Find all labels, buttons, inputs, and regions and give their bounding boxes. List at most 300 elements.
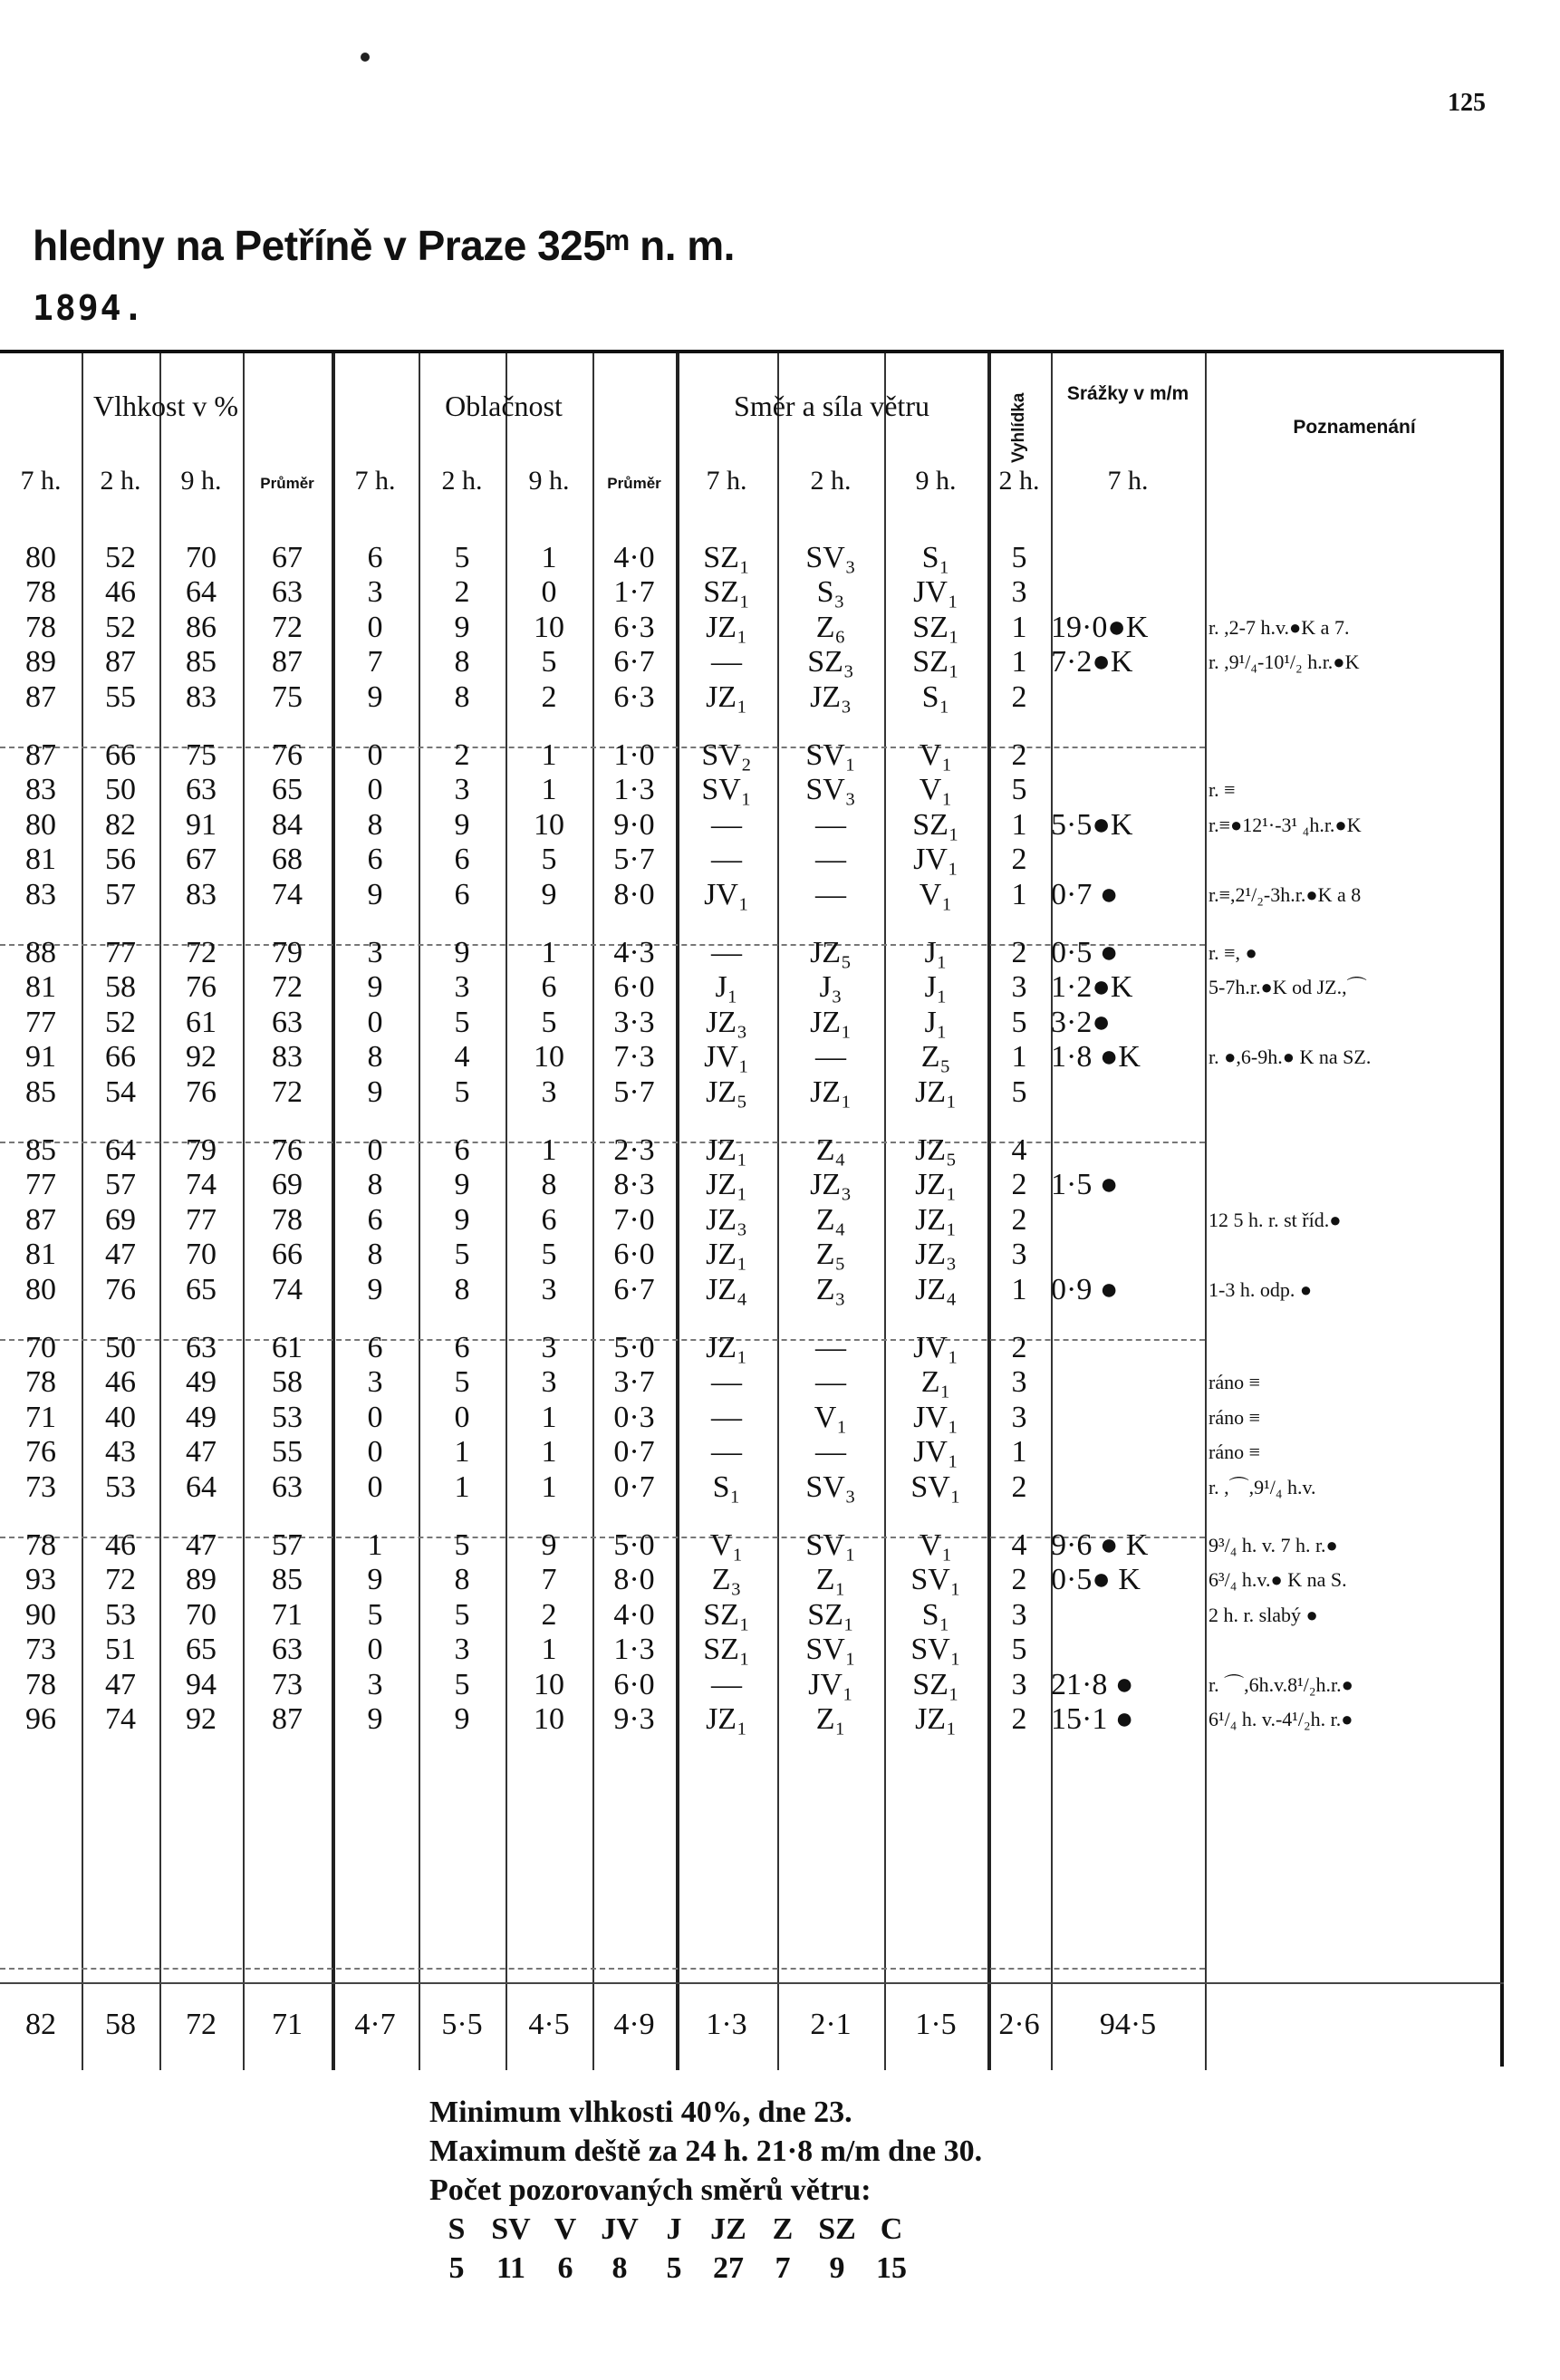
cell-cp: 4·3 (613, 936, 655, 969)
cell-c7: 6 (367, 843, 383, 877)
wind-direction-label: SZ (818, 2212, 856, 2246)
cell-c7: 9 (367, 1702, 383, 1736)
cell-n: 6³/₄ h.v.● K na S. (1209, 1568, 1347, 1592)
subheader-humidity-9h: 9 h. (180, 466, 222, 496)
cell-h2: 82 (105, 807, 136, 842)
subheader-cloud-9h: 9 h. (528, 466, 570, 496)
cell-w7: JZ₁ (706, 1331, 747, 1364)
cell-w2: — (815, 807, 846, 842)
table-row (0, 1632, 1504, 1668)
cell-w9: SV₁ (910, 1469, 961, 1504)
cell-h7: 80 (25, 807, 56, 842)
cell-v: 4 (1011, 1528, 1027, 1562)
cell-h7: 77 (25, 1005, 56, 1039)
cell-hp: 74 (272, 1272, 303, 1306)
cell-c7: 8 (367, 1168, 383, 1202)
cell-w9: J₁ (924, 936, 948, 969)
cell-c2: 5 (454, 541, 470, 574)
cell-cp: 4·0 (613, 541, 655, 574)
cell-w9: JZ₁ (915, 1074, 957, 1109)
cell-p: 3·2● (1051, 1005, 1111, 1039)
cell-c9: 1 (541, 1633, 557, 1667)
cell-v: 3 (1011, 1597, 1027, 1632)
summary-v: 2·6 (998, 2008, 1040, 2041)
cell-c2: 9 (454, 1202, 470, 1237)
cell-w7: V₁ (709, 1528, 744, 1562)
cell-h7: 85 (25, 1074, 56, 1109)
cell-v: 1 (1011, 645, 1027, 679)
cell-hp: 83 (272, 1040, 303, 1074)
summary-h9: 72 (186, 2008, 217, 2041)
table-row (0, 1667, 1504, 1703)
cell-w9: JZ₁ (915, 1702, 957, 1736)
cell-h7: 85 (25, 1133, 56, 1167)
cell-cp: 0·7 (613, 1469, 655, 1504)
cell-w7: JV₁ (704, 877, 749, 911)
cell-h7: 91 (25, 1040, 56, 1074)
cell-c2: 3 (454, 970, 470, 1005)
cell-c9: 2 (541, 1597, 557, 1632)
table-row (0, 1400, 1504, 1436)
cell-c7: 0 (367, 1005, 383, 1039)
cell-hp: 63 (272, 575, 303, 610)
cell-v: 3 (1011, 1238, 1027, 1272)
subheader-wind-2h: 2 h. (810, 466, 852, 496)
cell-cp: 2·3 (613, 1133, 655, 1167)
cell-w9: JZ₄ (915, 1272, 957, 1306)
cell-v: 1 (1011, 877, 1027, 911)
cell-v: 2 (1011, 1331, 1027, 1364)
table-row (0, 1469, 1504, 1506)
cell-w2: S₃ (816, 575, 845, 610)
cell-h9: 65 (186, 1272, 217, 1306)
cell-w2: — (815, 877, 846, 911)
cell-c2: 8 (454, 1272, 470, 1306)
cell-h7: 87 (25, 679, 56, 714)
cell-hp: 78 (272, 1202, 303, 1237)
cell-h9: 49 (186, 1365, 217, 1400)
cell-w2: JZ₃ (810, 679, 852, 714)
cell-h2: 47 (105, 1238, 136, 1272)
subheader-cloud-2h: 2 h. (441, 466, 483, 496)
cell-c2: 8 (454, 679, 470, 714)
cell-hp: 87 (272, 1702, 303, 1736)
cell-h7: 89 (25, 645, 56, 679)
cell-c9: 5 (541, 645, 557, 679)
cell-hp: 74 (272, 877, 303, 911)
cell-v: 2 (1011, 1702, 1027, 1736)
cell-h7: 78 (25, 1528, 56, 1562)
cell-cp: 6·3 (613, 610, 655, 644)
cell-h2: 56 (105, 843, 136, 877)
cell-c2: 6 (454, 877, 470, 911)
cell-h7: 77 (25, 1168, 56, 1202)
cell-cp: 3·3 (613, 1005, 655, 1039)
cell-cp: 3·7 (613, 1365, 655, 1400)
cell-w2: V₁ (814, 1400, 848, 1434)
cell-h7: 83 (25, 877, 56, 911)
cell-c9: 1 (541, 936, 557, 969)
cell-h9: 89 (186, 1563, 217, 1597)
cell-c9: 10 (534, 1702, 564, 1736)
cell-w9: JZ₁ (915, 1168, 957, 1202)
cell-c2: 5 (454, 1074, 470, 1109)
cell-p: 0·5 ● (1051, 936, 1119, 969)
wind-direction-label: JZ (710, 2212, 746, 2246)
cell-p: 5·5●K (1051, 807, 1133, 842)
cell-w9: J₁ (924, 1005, 948, 1039)
cell-hp: 65 (272, 773, 303, 807)
wind-counts (429, 2249, 982, 2288)
subheader-wind-7h: 7 h. (706, 466, 747, 496)
cell-h2: 77 (105, 936, 136, 969)
cell-w2: SV₃ (805, 773, 856, 807)
table-row (0, 1167, 1504, 1203)
cell-h9: 76 (186, 970, 217, 1005)
cell-w2: — (815, 1331, 846, 1364)
cell-w9: S₁ (921, 679, 950, 714)
cell-h2: 58 (105, 970, 136, 1005)
cell-w7: JZ₃ (706, 1202, 747, 1237)
summary-w7: 1·3 (706, 2008, 747, 2041)
cell-h2: 74 (105, 1702, 136, 1736)
cell-hp: 79 (272, 936, 303, 969)
cell-w7: JZ₄ (706, 1272, 747, 1306)
cell-p: 1·8 ●K (1051, 1040, 1141, 1074)
cell-c7: 9 (367, 1563, 383, 1597)
cell-w9: J₁ (924, 970, 948, 1005)
cell-w2: SV₁ (805, 1528, 856, 1562)
cell-w2: SV₃ (805, 1469, 856, 1504)
cell-c7: 0 (367, 1633, 383, 1667)
cell-n: 6¹/₄ h. v.-4¹/₂h. r.● (1209, 1708, 1353, 1730)
cell-h9: 63 (186, 1331, 217, 1364)
footer-wind-count-label: Počet pozorovaných směrů větru: (429, 2173, 871, 2207)
header-wind: Směr a síla větru (734, 390, 929, 422)
cell-c9: 6 (541, 1202, 557, 1237)
cell-n: r.≡,2¹/₂-3h.r.●K a 8 (1209, 882, 1362, 906)
cell-c7: 1 (367, 1528, 383, 1562)
cell-w2: — (815, 1365, 846, 1400)
summary-h7: 82 (25, 2008, 56, 2041)
table-row (0, 877, 1504, 913)
cell-h2: 43 (105, 1435, 136, 1469)
cell-h7: 71 (25, 1400, 56, 1434)
cell-cp: 5·0 (613, 1331, 655, 1364)
cell-h7: 81 (25, 970, 56, 1005)
cell-p: 1·2●K (1051, 970, 1133, 1005)
cell-v: 5 (1011, 541, 1027, 574)
cell-c7: 0 (367, 738, 383, 772)
cell-c9: 0 (541, 575, 557, 610)
cell-c7: 7 (367, 645, 383, 679)
table-row (0, 540, 1504, 576)
pentad-separator (0, 1968, 1205, 1970)
cell-h2: 46 (105, 575, 136, 610)
cell-c9: 10 (534, 610, 564, 644)
cell-n: r. ≡ (1209, 778, 1236, 802)
wind-directions (429, 2210, 982, 2249)
cell-w7: JZ₃ (706, 1005, 747, 1039)
summary-c2: 5·5 (441, 2008, 483, 2041)
table-row (0, 969, 1504, 1006)
cell-w7: JZ₁ (706, 610, 747, 644)
cell-c7: 6 (367, 541, 383, 574)
cell-c2: 5 (454, 1238, 470, 1272)
cell-w7: — (711, 936, 742, 969)
cell-w2: SZ₃ (807, 645, 854, 679)
table-row (0, 1005, 1504, 1041)
cell-w2: SV₁ (805, 738, 856, 772)
cell-hp: 66 (272, 1238, 303, 1272)
cell-h9: 61 (186, 1005, 217, 1039)
table-row (0, 574, 1504, 611)
cell-w7: SZ₁ (703, 1633, 750, 1667)
summary-separator (0, 1982, 1504, 1985)
cell-w7: SV₂ (701, 738, 752, 772)
cell-hp: 57 (272, 1528, 303, 1562)
cell-h7: 83 (25, 773, 56, 807)
cell-hp: 68 (272, 843, 303, 877)
cell-v: 2 (1011, 1168, 1027, 1202)
cell-c9: 1 (541, 1133, 557, 1167)
cell-hp: 61 (272, 1331, 303, 1364)
cell-c2: 6 (454, 843, 470, 877)
cell-hp: 85 (272, 1563, 303, 1597)
cell-c9: 5 (541, 1238, 557, 1272)
cell-h7: 78 (25, 610, 56, 644)
cell-n: 2 h. r. slabý ● (1209, 1603, 1318, 1626)
wind-direction-label: JV (601, 2212, 639, 2246)
cell-w9: JV₁ (913, 575, 958, 610)
cell-w9: V₁ (919, 773, 953, 807)
cell-c2: 9 (454, 610, 470, 644)
cell-w2: Z₆ (815, 610, 846, 644)
cell-h9: 63 (186, 773, 217, 807)
page-title: hledny na Petříně v Praze 325ᵐ n. m. (33, 222, 735, 269)
cell-hp: 63 (272, 1005, 303, 1039)
table-row (0, 679, 1504, 716)
cell-v: 1 (1011, 1040, 1027, 1074)
cell-cp: 8·0 (613, 877, 655, 911)
cell-v: 3 (1011, 1365, 1027, 1400)
cell-cp: 5·7 (613, 1074, 655, 1109)
cell-cp: 8·0 (613, 1563, 655, 1597)
cell-h7: 96 (25, 1702, 56, 1736)
table-row (0, 1039, 1504, 1075)
cell-cp: 6·0 (613, 1238, 655, 1272)
cell-hp: 63 (272, 1469, 303, 1504)
subheader-precip-7h: 7 h. (1107, 466, 1149, 496)
cell-c9: 1 (541, 1469, 557, 1504)
cell-h2: 52 (105, 610, 136, 644)
cell-v: 2 (1011, 843, 1027, 877)
cell-c9: 5 (541, 843, 557, 877)
summary-c9: 4·5 (528, 2008, 570, 2041)
cell-c9: 10 (534, 1667, 564, 1701)
cell-c2: 8 (454, 1563, 470, 1597)
cell-w2: — (815, 843, 846, 877)
cell-h2: 66 (105, 1040, 136, 1074)
cell-v: 2 (1011, 738, 1027, 772)
cell-v: 4 (1011, 1133, 1027, 1167)
cell-w9: V₁ (919, 738, 953, 772)
cell-c7: 3 (367, 936, 383, 969)
cell-c9: 10 (534, 1040, 564, 1074)
cell-h2: 76 (105, 1272, 136, 1306)
cell-w7: — (711, 645, 742, 679)
cell-n: r. ●,6-9h.● K na SZ. (1209, 1045, 1372, 1069)
cell-c7: 6 (367, 1202, 383, 1237)
cell-h2: 53 (105, 1469, 136, 1504)
cell-w9: JV₁ (913, 843, 958, 877)
cell-hp: 55 (272, 1435, 303, 1469)
cell-cp: 1·3 (613, 773, 655, 807)
wind-direction-label: V (554, 2212, 577, 2246)
cell-hp: 69 (272, 1168, 303, 1202)
cell-p: 21·8 ● (1051, 1667, 1134, 1701)
cell-cp: 4·0 (613, 1597, 655, 1632)
cell-w7: JZ₁ (706, 1133, 747, 1167)
cell-h2: 52 (105, 1005, 136, 1039)
cell-c9: 1 (541, 773, 557, 807)
cell-c2: 9 (454, 807, 470, 842)
wind-direction-label: S (448, 2212, 466, 2246)
cell-c2: 6 (454, 1133, 470, 1167)
cell-p: 0·5● K (1051, 1563, 1141, 1597)
cell-c2: 1 (454, 1435, 470, 1469)
wind-direction-label: SV (491, 2212, 531, 2246)
cell-c2: 9 (454, 1702, 470, 1736)
cell-w2: Z₄ (815, 1202, 846, 1237)
cell-w9: JZ₁ (915, 1202, 957, 1237)
ink-dot (361, 53, 370, 62)
cell-h9: 47 (186, 1528, 217, 1562)
cell-w2: JV₁ (808, 1667, 853, 1701)
cell-c9: 8 (541, 1168, 557, 1202)
cell-h9: 64 (186, 1469, 217, 1504)
cell-w7: SZ₁ (703, 1597, 750, 1632)
cell-c2: 8 (454, 645, 470, 679)
wind-direction-label: Z (772, 2212, 794, 2246)
cell-w7: JZ₁ (706, 679, 747, 714)
cell-w9: V₁ (919, 1528, 953, 1562)
cell-cp: 0·7 (613, 1435, 655, 1469)
cell-h2: 53 (105, 1597, 136, 1632)
cell-c7: 9 (367, 877, 383, 911)
cell-c9: 3 (541, 1365, 557, 1400)
header-humidity: Vlhkost v % (93, 390, 238, 422)
cell-w2: SV₁ (805, 1633, 856, 1667)
cell-c9: 1 (541, 541, 557, 574)
table-row (0, 1701, 1504, 1738)
cell-c7: 0 (367, 773, 383, 807)
cell-c2: 4 (454, 1040, 470, 1074)
cell-w7: JZ₁ (706, 1702, 747, 1736)
cell-cp: 1·0 (613, 738, 655, 772)
cell-w2: SZ₁ (807, 1597, 854, 1632)
subheader-humidity-mean: Průměr (260, 475, 314, 492)
table-row (0, 772, 1504, 808)
cell-p: 19·0●K (1051, 610, 1149, 644)
cell-p: 15·1 ● (1051, 1702, 1134, 1736)
subheader-cloud-mean: Průměr (607, 475, 661, 492)
cell-c7: 9 (367, 679, 383, 714)
cell-h7: 70 (25, 1331, 56, 1364)
cell-h9: 77 (186, 1202, 217, 1237)
cell-h2: 72 (105, 1563, 136, 1597)
cell-w2: — (815, 1435, 846, 1469)
cell-c2: 9 (454, 1168, 470, 1202)
cell-h2: 46 (105, 1365, 136, 1400)
cell-v: 2 (1011, 936, 1027, 969)
cell-h7: 78 (25, 1365, 56, 1400)
cell-h7: 87 (25, 1202, 56, 1237)
cell-n: r. ,2-7 h.v.●K a 7. (1209, 615, 1350, 639)
cell-v: 1 (1011, 1435, 1027, 1469)
cell-h2: 46 (105, 1528, 136, 1562)
summary-w2: 2·1 (810, 2008, 852, 2041)
cell-w9: SV₁ (910, 1633, 961, 1667)
cell-c2: 9 (454, 936, 470, 969)
cell-h9: 94 (186, 1667, 217, 1701)
cell-hp: 53 (272, 1400, 303, 1434)
cell-hp: 73 (272, 1667, 303, 1701)
cell-c2: 2 (454, 575, 470, 610)
cell-h2: 47 (105, 1667, 136, 1701)
cell-cp: 6·7 (613, 645, 655, 679)
cell-n: r. ,9¹/₄-10¹/₂ h.r.●K (1209, 650, 1360, 674)
cell-cp: 7·0 (613, 1202, 655, 1237)
wind-direction-count: 15 (876, 2251, 907, 2285)
cell-w7: — (711, 1667, 742, 1701)
cell-h9: 75 (186, 738, 217, 772)
cell-w2: SV₃ (805, 541, 856, 574)
cell-h9: 74 (186, 1168, 217, 1202)
subheader-cloud-7h: 7 h. (354, 466, 396, 496)
table-row (0, 644, 1504, 680)
table-row (0, 610, 1504, 646)
cell-cp: 1·7 (613, 575, 655, 610)
cell-v: 2 (1011, 1563, 1027, 1597)
cell-w7: SZ₁ (703, 575, 750, 610)
cell-c7: 0 (367, 1400, 383, 1434)
cell-v: 5 (1011, 773, 1027, 807)
cell-hp: 76 (272, 1133, 303, 1167)
cell-c2: 2 (454, 738, 470, 772)
cell-hp: 71 (272, 1597, 303, 1632)
table-row (0, 1364, 1504, 1401)
cell-p: 1·5 ● (1051, 1168, 1119, 1202)
cell-hp: 75 (272, 679, 303, 714)
cell-h9: 85 (186, 645, 217, 679)
cell-h9: 76 (186, 1074, 217, 1109)
cell-n: r. ⌒,6h.v.8¹/₂h.r.● (1209, 1672, 1353, 1696)
table-row (0, 1434, 1504, 1470)
cell-w2: J₃ (819, 970, 843, 1005)
cell-c9: 1 (541, 1400, 557, 1434)
cell-h9: 70 (186, 1597, 217, 1632)
cell-v: 2 (1011, 1202, 1027, 1237)
cell-h7: 81 (25, 843, 56, 877)
cell-w7: Z₃ (711, 1563, 742, 1597)
cell-v: 3 (1011, 1667, 1027, 1701)
cell-h9: 83 (186, 679, 217, 714)
table-row (0, 1272, 1504, 1308)
cell-c2: 5 (454, 1597, 470, 1632)
cell-w2: Z₅ (815, 1238, 846, 1272)
cell-w7: JZ₁ (706, 1238, 747, 1272)
